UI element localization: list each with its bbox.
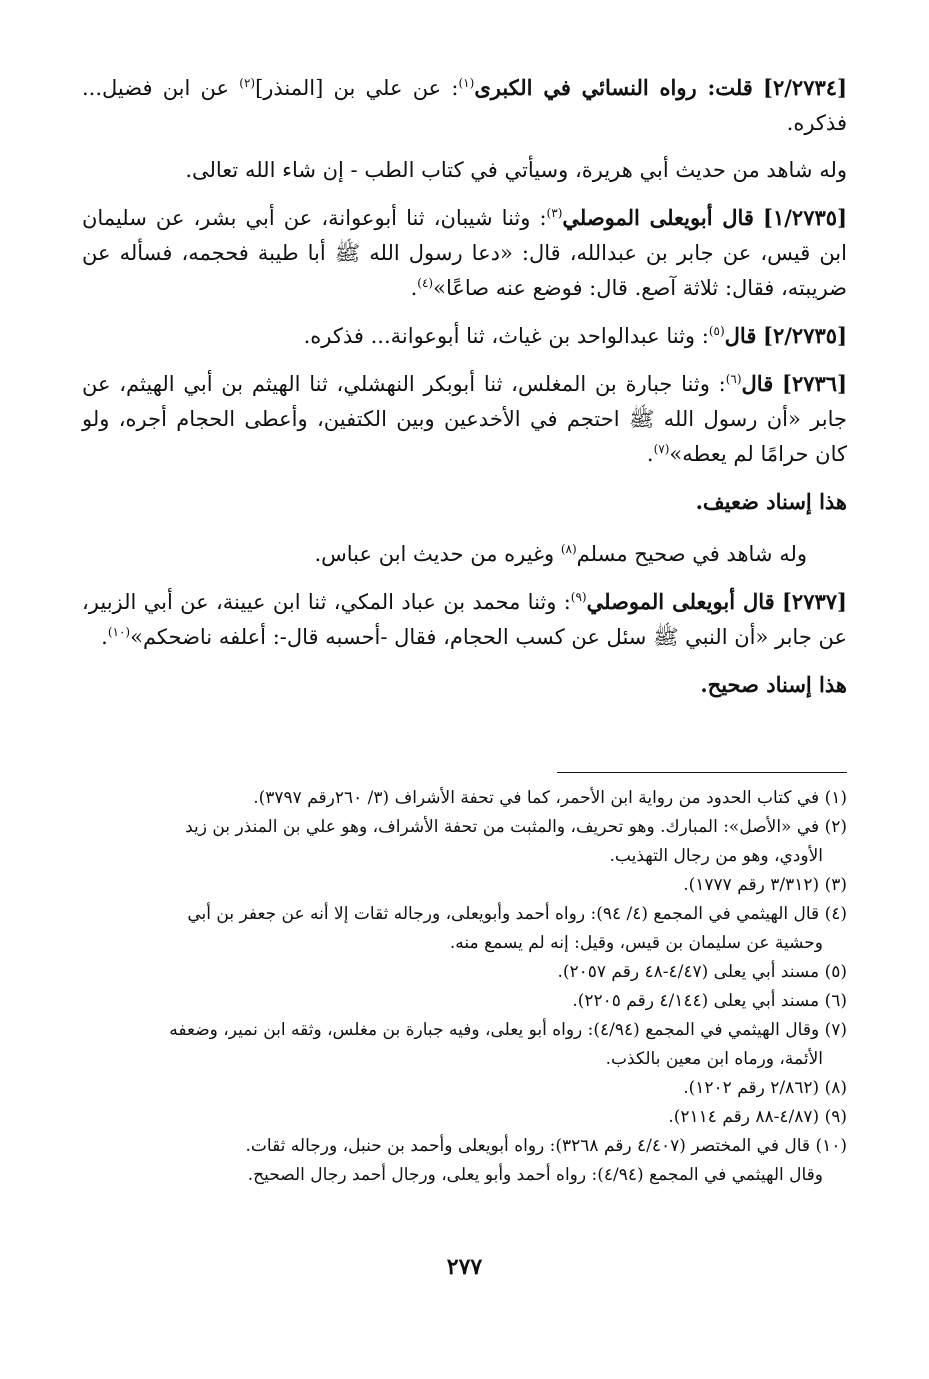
footnote-continuation: الأئمة، ورماه ابن معين بالكذب. (605, 1049, 823, 1069)
hadith-entry (82, 70, 847, 141)
hadith-number: [١/٢٧٣٥] (763, 205, 847, 230)
footnote-text: قال في المختصر (٤/٤٠٧ رقم ٣٢٦٨): رواه أبويعلى وأحمد بن حنبل، ورجاله ثقات. (245, 1136, 811, 1156)
footnote-marker: (١) (458, 76, 475, 90)
isnad-verdict: هذا إسناد ضعيف. (695, 489, 847, 514)
hadith-text: . (646, 442, 654, 466)
footnote-number: (٥) (824, 962, 847, 982)
commentary-text: وله شاهد من حديث أبي هريرة، وسيأتي في كتاب الطب - إن شاء الله تعالى. (185, 158, 847, 182)
footnote (82, 1074, 847, 1103)
footnote-text: في كتاب الحدود من رواية ابن الأحمر، كما في تحفة الأشراف (٣/ ٢٦٠رقم ٣٧٩٧). (253, 788, 820, 808)
footnote-text: (٣/٣١٢ رقم ١٧٧٧). (683, 875, 820, 895)
footnote-marker: (٩) (570, 590, 587, 604)
page-number: ٢٧٧ (446, 1254, 483, 1280)
footnote (82, 987, 847, 1016)
footnote (82, 1103, 847, 1132)
footnote (82, 900, 847, 958)
footnote-text: (٢/٨٦٢ رقم ١٢٠٢). (683, 1078, 820, 1098)
hadith-text: . (410, 276, 418, 300)
hadith-text: : عن علي بن [المنذر] (255, 76, 459, 100)
hadith-text: . (101, 625, 108, 649)
footnote-marker: (٥) (708, 324, 725, 338)
narrator-intro: قال (741, 371, 774, 396)
footnote-marker: (٨) (560, 542, 577, 556)
footnote-marker: (٣) (546, 206, 563, 220)
footnote-text: وقال الهيثمي في المجمع (٤/٩٤): رواه أبو يعلى، وفيه جبارة بن مغلس، وثقه ابن نمير، وضعفه (169, 1020, 820, 1040)
footnote (82, 1016, 847, 1074)
commentary (82, 537, 847, 572)
footnote-text: في «الأصل»: المبارك. وهو تحريف، والمثبت من تحفة الأشراف، وهو علي بن المنذر بن زيد (185, 817, 820, 837)
footnote-continuation: وحشية عن سليمان بن قيس، وقيل: إنه لم يسمع منه. (449, 933, 823, 953)
hadith-text: : وثنا محمد بن عباد المكي، ثنا ابن عيينة، عن أبي الزبير، عن جابر «أن النبي ﷺ سئل عن كسب الحجام، فقال -أحسبه قال-: أعلفه ناضحكم» (82, 590, 847, 649)
footnote-marker: (٦) (725, 372, 742, 386)
hadith-number: [٢/٢٧٣٥] (763, 323, 847, 348)
footnote-number: (١) (824, 788, 847, 808)
hadith-entry (82, 318, 847, 354)
hadith-entry (82, 366, 847, 472)
footnote (82, 958, 847, 987)
narrator-intro: قال (724, 323, 757, 348)
footnote-continuation: الأودي، وهو من رجال التهذيب. (609, 846, 823, 866)
commentary-text: وله شاهد في صحيح مسلم (576, 542, 807, 566)
hadith-number: [٢٧٣٦] (782, 371, 847, 396)
footnote-text: (٤/٨٧-٨٨ رقم ٢١١٤). (668, 1107, 820, 1127)
footnote-number: (٩) (824, 1107, 847, 1127)
footnote-text: مسند أبي يعلى (٤/٤٧-٤٨ رقم ٢٠٥٧). (557, 962, 820, 982)
isnad-verdict: هذا إسناد صحيح. (700, 672, 847, 697)
commentary (82, 153, 847, 188)
footnote-marker: (١٠) (107, 625, 131, 639)
footnote-continuation: وقال الهيثمي في المجمع (٤/٩٤): رواه أحمد وأبو يعلى، ورجال أحمد رجال الصحيح. (247, 1165, 823, 1185)
hadith-number: [٢/٢٧٣٤] (763, 75, 847, 100)
footnote-number: (٤) (824, 904, 847, 924)
footnote (82, 813, 847, 871)
narrator-intro: قلت: رواه النسائي في الكبرى (474, 75, 753, 100)
narrator-intro: قال أبويعلى الموصلي (562, 205, 754, 230)
hadith-entry (82, 584, 847, 655)
main-text (82, 70, 847, 720)
footnote-marker: (٤) (417, 276, 434, 290)
footnote (82, 784, 847, 813)
footnote-number: (١٠) (815, 1136, 847, 1156)
footnote-text: قال الهيثمي في المجمع (٤/ ٩٤): رواه أحمد وأبويعلى، ورجاله ثقات إلا أنه عن جعفر بن أبي (187, 904, 820, 924)
footnote-number: (٦) (824, 991, 847, 1011)
hadith-text: : وثنا شيبان، ثنا أبوعوانة، عن أبي بشر، عن سليمان ابن قيس، عن جابر بن عبدالله، قال: «دعا رسول الله ﷺ أبا طيبة فحجمه، فسأله عن ضريبته، فقال: ثلاثة آصع. قال: فوضع عنه صاعًا» (82, 206, 847, 300)
footnotes (82, 784, 847, 1190)
footnote-number: (٣) (824, 875, 847, 895)
hadith-entry (82, 200, 847, 306)
footnote-text: مسند أبي يعلى (٤/١٤٤ رقم ٢٢٠٥). (572, 991, 820, 1011)
hadith-number: [٢٧٣٧] (781, 589, 847, 614)
footnote (82, 871, 847, 900)
footnote-marker: (٢) (239, 76, 256, 90)
hadith-text: : وثنا عبدالواحد بن غياث، ثنا أبوعوانة... فذكره. (303, 324, 709, 348)
footnote-number: (٧) (824, 1020, 847, 1040)
footnote-marker: (٧) (653, 442, 670, 456)
commentary-text: وغيره من حديث ابن عباس. (314, 542, 561, 566)
footnote-number: (٢) (824, 817, 847, 837)
footnote-number: (٨) (824, 1078, 847, 1098)
footnote-separator (557, 772, 847, 773)
hadith-text: : وثنا جبارة بن المغلس، ثنا أبوبكر النهشلي، ثنا الهيثم بن أبي الهيثم، عن جابر «أن رسول الله ﷺ احتجم في الأخدعين وبين الكتفين، وأعطى الحجام أجره، ولو كان حرامًا لم يعطه» (82, 372, 847, 466)
narrator-intro: قال أبويعلى الموصلي (586, 589, 775, 614)
footnote (82, 1132, 847, 1190)
hadith-text: عن ابن فضيل... فذكره. (82, 76, 847, 135)
